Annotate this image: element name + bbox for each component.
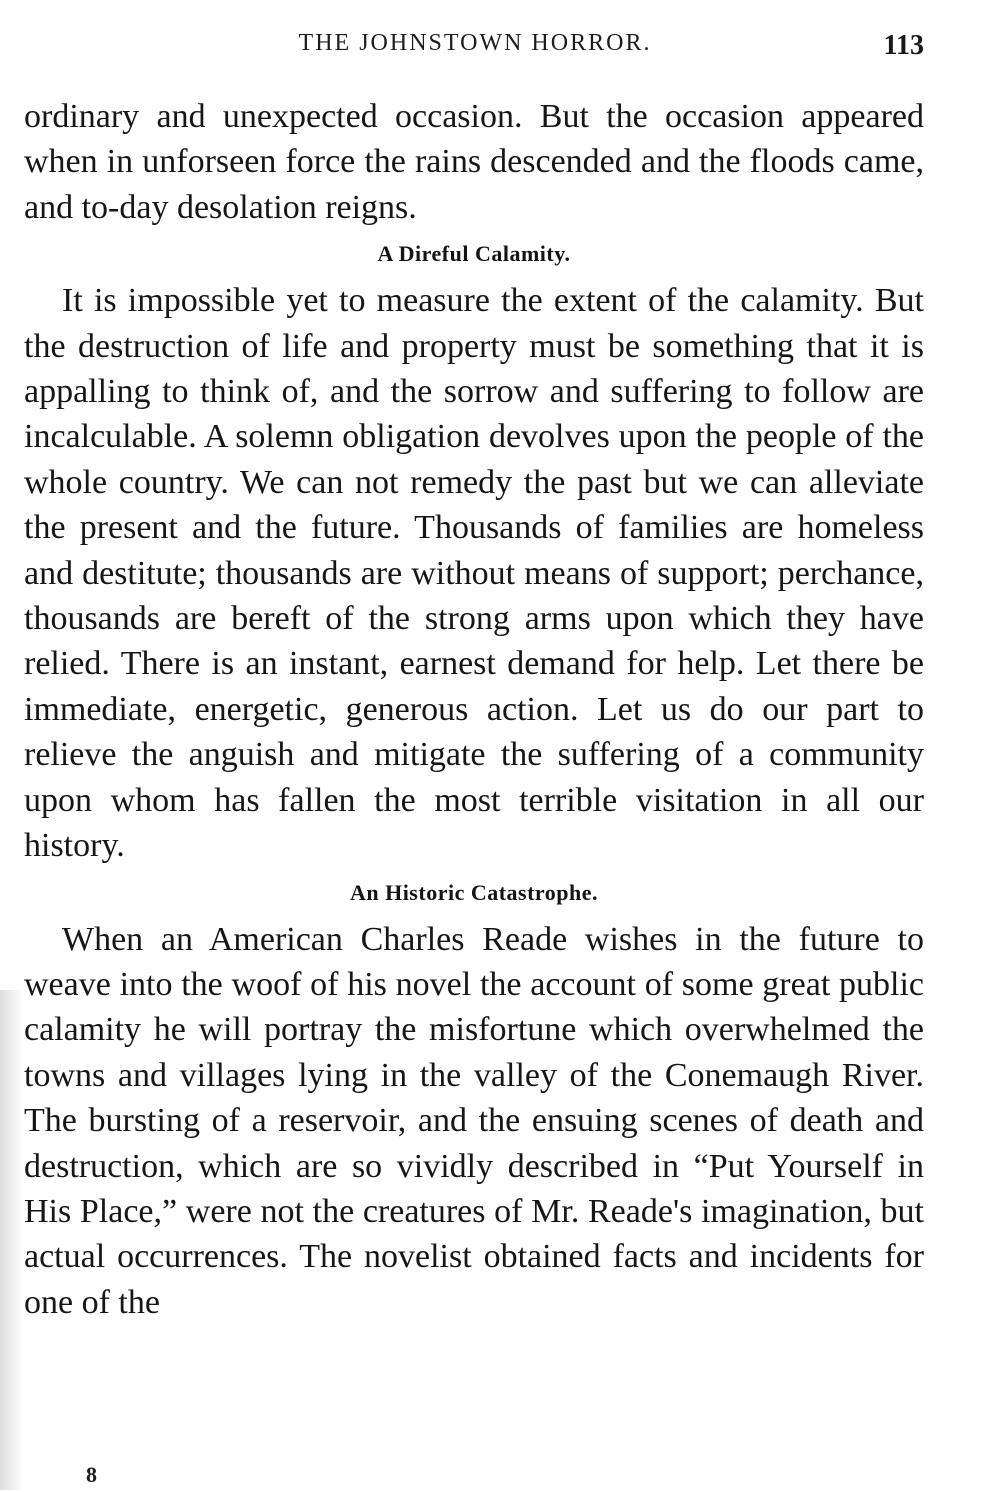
scan-edge-shadow [0,990,22,1490]
paragraph-continuation: ordinary and unexpected occasion. But the occasion appeared when in unforseen force the rains descended and the floods came, and to-day desolation reigns. [24,98,924,226]
running-head: THE JOHNSTOWN HORROR. [298,30,652,56]
signature-mark: 8 [86,1462,97,1487]
paragraph-catastrophe: When an American Charles Reade wishes in the future to weave into the woof of his novel the account of some great public calamity he will portray the misfortune which overwhelmed the towns and villages lying in the valley of the Conemaugh River. The bursting of a reservoir, and the ensuing scenes of death and destruction, which are so vividly described in “Put Yourself in His Place,” were not the creatures of Mr. Reade's imagination, but actual occurrences. The novelist obtained facts and incidents for one of the [24,920,924,1321]
page-header [26,30,924,70]
page-number: 113 [883,30,924,61]
section-heading-direful-calamity: A Direful Calamity. [377,241,571,267]
paragraph-calamity: It is impossible yet to measure the extent of the calamity. But the destruction of life and property must be something that it is appalling to think of, and the sorrow and suffering to follow are incalculable. A solemn obligation devolves upon the people of the whole country. We can not remedy the past but we can alleviate the present and the future. Thousands of families are homeless and destitute; thousands are without means of support; perchance, thousands are bereft of the strong arms upon which they have relied. There is an instant, earnest demand for help. Let there be immediate, energetic, generous action. Let us do our part to relieve the anguish and mitigate the suffering of a community upon whom has fallen the most terrible visitation in all our history. [24,282,924,865]
body-text [24,94,924,1325]
section-heading-historic-catastrophe: An Historic Catastrophe. [349,879,599,905]
